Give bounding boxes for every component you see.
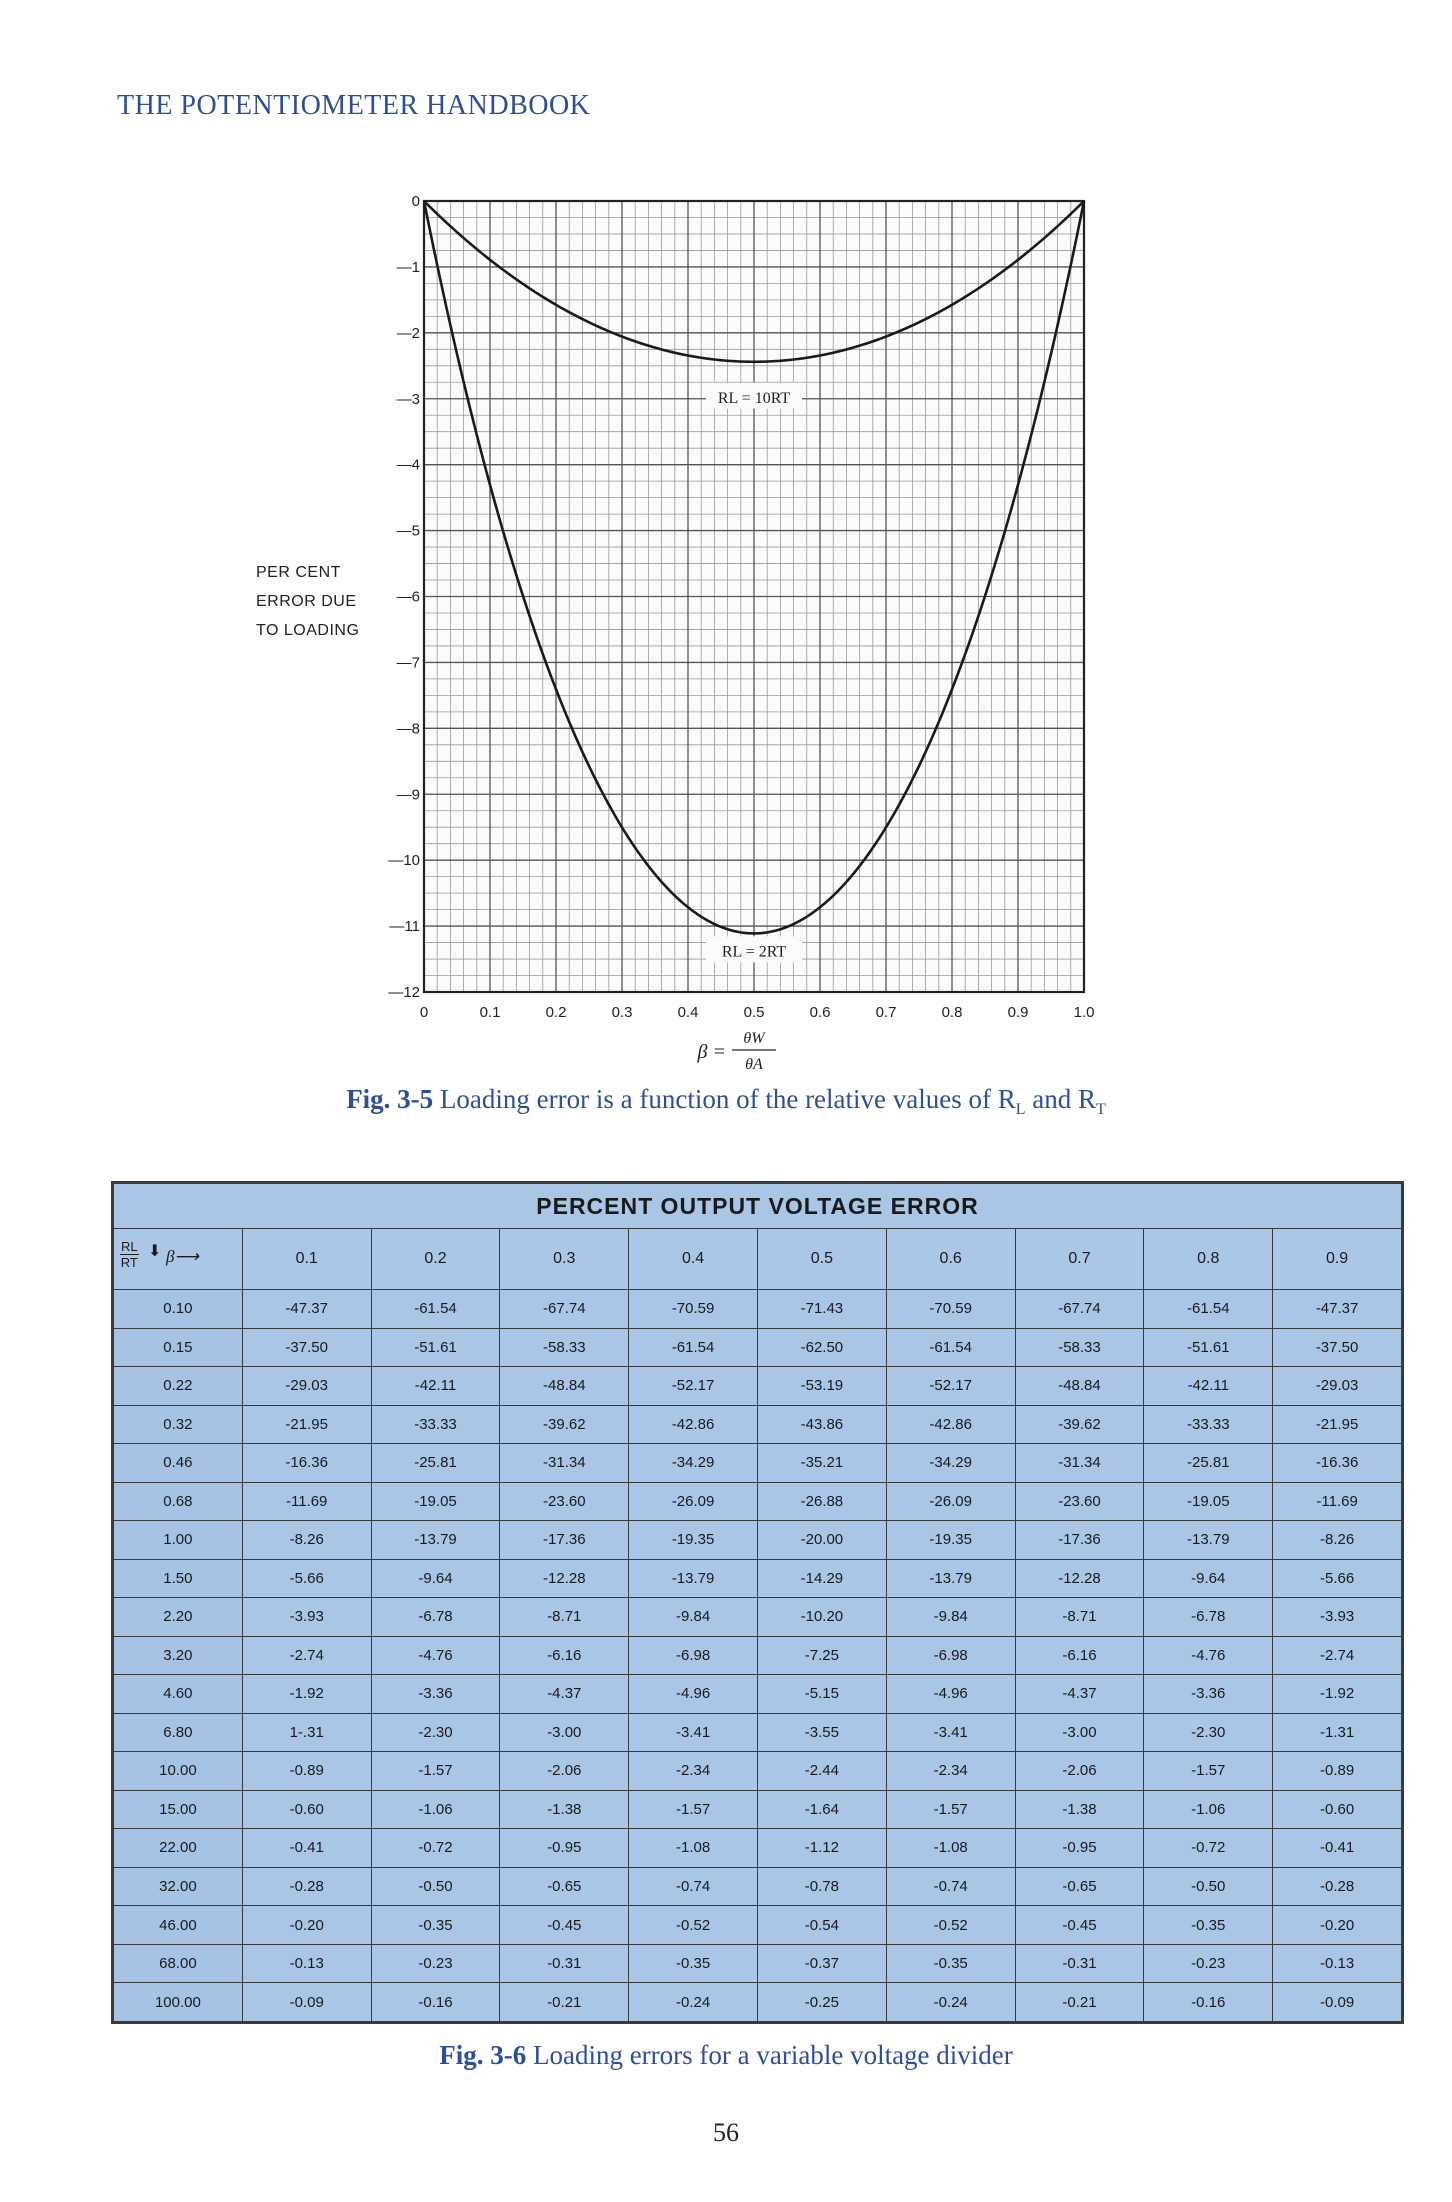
table-cell: -4.96	[886, 1675, 1015, 1714]
table-cell: -52.17	[886, 1367, 1015, 1406]
table-cell: -67.74	[500, 1290, 629, 1329]
table-cell: -0.31	[1015, 1944, 1144, 1983]
table-cell: -19.05	[371, 1482, 500, 1521]
page-number: 56	[713, 2118, 739, 2147]
row-label-ratio: 0.22	[114, 1367, 243, 1406]
table-cell: -6.78	[371, 1598, 500, 1637]
caption-text: Loading errors for a variable voltage divider	[532, 2040, 1013, 2070]
table-cell: -0.89	[1273, 1752, 1402, 1791]
table-cell: -6.16	[500, 1636, 629, 1675]
loading-error-chart	[220, 175, 1220, 1095]
table-cell: -0.41	[242, 1829, 371, 1868]
table-cell: -42.86	[886, 1405, 1015, 1444]
y-tick-label: —3	[396, 390, 420, 408]
table-cell: -5.66	[242, 1559, 371, 1598]
column-header-beta: 0.2	[371, 1229, 500, 1290]
error-table-frame	[111, 1181, 1404, 2024]
table-cell: -2.30	[1144, 1713, 1273, 1752]
table-cell: -29.03	[1273, 1367, 1402, 1406]
table-cell: -37.50	[1273, 1328, 1402, 1367]
table-cell: -58.33	[1015, 1328, 1144, 1367]
column-header-beta: 0.9	[1273, 1229, 1402, 1290]
y-tick-label: —1	[396, 258, 420, 276]
table-cell: -0.52	[629, 1906, 758, 1945]
x-tick-label: 0.4	[677, 1004, 699, 1021]
table-cell: -3.00	[1015, 1713, 1144, 1752]
table-cell: -26.88	[757, 1482, 886, 1521]
y-tick-label: —9	[396, 786, 420, 804]
table-cell: -2.74	[1273, 1636, 1402, 1675]
table-cell: -42.11	[371, 1367, 500, 1406]
table-cell: -3.93	[1273, 1598, 1402, 1637]
table-cell: -6.98	[629, 1636, 758, 1675]
x-axis-label-denominator: θA	[745, 1056, 763, 1073]
table-cell: -1.64	[757, 1790, 886, 1829]
table-cell: -0.37	[757, 1944, 886, 1983]
row-label-ratio: 6.80	[114, 1713, 243, 1752]
table-row	[114, 1829, 1402, 1868]
table-cell: -48.84	[500, 1367, 629, 1406]
y-tick-label: —8	[396, 720, 420, 738]
corner-numerator: RL	[121, 1239, 138, 1254]
table-cell: -0.09	[242, 1983, 371, 2022]
table-cell: -62.50	[757, 1328, 886, 1367]
row-label-ratio: 46.00	[114, 1906, 243, 1945]
table-cell: -4.37	[1015, 1675, 1144, 1714]
table-cell: -39.62	[1015, 1405, 1144, 1444]
row-label-ratio: 0.10	[114, 1290, 243, 1329]
table-cell: -0.60	[242, 1790, 371, 1829]
table-cell: -34.29	[629, 1444, 758, 1483]
row-label-ratio: 3.20	[114, 1636, 243, 1675]
table-row	[114, 1752, 1402, 1791]
table-cell: -0.95	[500, 1829, 629, 1868]
table-cell: -2.30	[371, 1713, 500, 1752]
table-cell: -12.28	[500, 1559, 629, 1598]
caption-text-mid: and R	[1025, 1084, 1097, 1114]
table-cell: -6.16	[1015, 1636, 1144, 1675]
table-cell: -61.54	[371, 1290, 500, 1329]
row-label-ratio: 4.60	[114, 1675, 243, 1714]
figure-3-6-caption	[0, 2040, 1452, 2071]
table-cell: -0.21	[1015, 1983, 1144, 2022]
table-cell: -8.71	[1015, 1598, 1144, 1637]
table-cell: -0.72	[1144, 1829, 1273, 1868]
table-cell: -0.52	[886, 1906, 1015, 1945]
table-cell: -70.59	[629, 1290, 758, 1329]
table-cell: -35.21	[757, 1444, 886, 1483]
table-cell: -1.57	[629, 1790, 758, 1829]
table-cell: -0.50	[1144, 1867, 1273, 1906]
table-cell: -20.00	[757, 1521, 886, 1560]
table-cell: -0.45	[1015, 1906, 1144, 1945]
table-corner-header	[114, 1229, 243, 1290]
table-cell: -52.17	[629, 1367, 758, 1406]
table-row	[114, 1444, 1402, 1483]
table-cell: -12.28	[1015, 1559, 1144, 1598]
row-label-ratio: 1.50	[114, 1559, 243, 1598]
table-cell: -0.09	[1273, 1983, 1402, 2022]
table-cell: -0.78	[757, 1867, 886, 1906]
table-cell: -19.05	[1144, 1482, 1273, 1521]
column-header-beta: 0.4	[629, 1229, 758, 1290]
figure-number: Fig. 3-5	[346, 1084, 434, 1114]
table-cell: -26.09	[629, 1482, 758, 1521]
table-cell: -4.76	[1144, 1636, 1273, 1675]
table-cell: -0.13	[1273, 1944, 1402, 1983]
row-label-ratio: 0.32	[114, 1405, 243, 1444]
y-axis-label-line: ERROR DUE	[256, 593, 357, 610]
table-cell: -21.95	[242, 1405, 371, 1444]
table-cell: -13.79	[886, 1559, 1015, 1598]
table-cell: -5.15	[757, 1675, 886, 1714]
table-cell: -3.36	[1144, 1675, 1273, 1714]
table-cell: -1.92	[242, 1675, 371, 1714]
table-cell: -14.29	[757, 1559, 886, 1598]
rl-over-rt-label	[120, 1239, 139, 1270]
column-header-beta: 0.8	[1144, 1229, 1273, 1290]
table-cell: -0.20	[242, 1906, 371, 1945]
y-tick-label: —11	[389, 918, 420, 936]
table-cell: -2.44	[757, 1752, 886, 1791]
table-cell: -26.09	[886, 1482, 1015, 1521]
table-cell: -61.54	[629, 1328, 758, 1367]
y-tick-label: 0	[411, 193, 420, 210]
table-cell: -1.31	[1273, 1713, 1402, 1752]
table-cell: -5.66	[1273, 1559, 1402, 1598]
row-label-ratio: 0.15	[114, 1328, 243, 1367]
table-cell: -1.38	[500, 1790, 629, 1829]
table-cell: -31.34	[1015, 1444, 1144, 1483]
table-cell: -0.23	[1144, 1944, 1273, 1983]
row-label-ratio: 22.00	[114, 1829, 243, 1868]
table-cell: -51.61	[1144, 1328, 1273, 1367]
caption-text: Loading error is a function of the relative values of R	[439, 1084, 1016, 1114]
figure-number: Fig. 3-6	[439, 2040, 527, 2070]
table-cell: -1.57	[886, 1790, 1015, 1829]
table-cell: -0.20	[1273, 1906, 1402, 1945]
table-cell: -2.74	[242, 1636, 371, 1675]
y-tick-label: —10	[388, 852, 420, 870]
table-cell: -0.23	[371, 1944, 500, 1983]
table-cell: -33.33	[371, 1405, 500, 1444]
table-cell: -17.36	[1015, 1521, 1144, 1560]
x-axis-label-numerator: θW	[743, 1030, 765, 1047]
y-tick-label: —5	[396, 522, 420, 540]
table-cell: -2.06	[1015, 1752, 1144, 1791]
table-cell: -0.74	[886, 1867, 1015, 1906]
table-cell: -0.45	[500, 1906, 629, 1945]
table-cell: -9.64	[371, 1559, 500, 1598]
table-cell: -1.06	[371, 1790, 500, 1829]
caption-subscript-t: T	[1096, 1101, 1106, 1118]
table-cell: -2.34	[886, 1752, 1015, 1791]
table-row	[114, 1367, 1402, 1406]
x-tick-label: 0.5	[743, 1004, 765, 1021]
table-cell: -17.36	[500, 1521, 629, 1560]
corner-denominator: RT	[120, 1255, 138, 1270]
table-cell: -42.11	[1144, 1367, 1273, 1406]
table-cell: -4.37	[500, 1675, 629, 1714]
table-cell: -61.54	[1144, 1290, 1273, 1329]
table-cell: -3.41	[629, 1713, 758, 1752]
table-cell: -25.81	[1144, 1444, 1273, 1483]
table-row	[114, 1290, 1402, 1329]
table-cell: 1-.31	[242, 1713, 371, 1752]
table-title: PERCENT OUTPUT VOLTAGE ERROR	[114, 1184, 1402, 1229]
table-cell: -0.35	[886, 1944, 1015, 1983]
table-row	[114, 1867, 1402, 1906]
table-cell: -21.95	[1273, 1405, 1402, 1444]
caption-subscript-l: L	[1015, 1101, 1026, 1118]
table-row	[114, 1636, 1402, 1675]
table-cell: -13.79	[1144, 1521, 1273, 1560]
table-cell: -3.93	[242, 1598, 371, 1637]
table-cell: -67.74	[1015, 1290, 1144, 1329]
row-label-ratio: 0.68	[114, 1482, 243, 1521]
x-tick-label: 0.7	[875, 1004, 897, 1021]
table-row	[114, 1713, 1402, 1752]
table-cell: -7.25	[757, 1636, 886, 1675]
table-cell: -25.81	[371, 1444, 500, 1483]
row-label-ratio: 15.00	[114, 1790, 243, 1829]
table-cell: -1.92	[1273, 1675, 1402, 1714]
table-row	[114, 1482, 1402, 1521]
column-header-beta: 0.5	[757, 1229, 886, 1290]
table-cell: -0.65	[500, 1867, 629, 1906]
table-cell: -51.61	[371, 1328, 500, 1367]
table-row	[114, 1983, 1402, 2022]
table-cell: -0.65	[1015, 1867, 1144, 1906]
table-cell: -16.36	[242, 1444, 371, 1483]
table-row	[114, 1405, 1402, 1444]
table-cell: -13.79	[629, 1559, 758, 1598]
table-cell: -9.64	[1144, 1559, 1273, 1598]
table-cell: -0.25	[757, 1983, 886, 2022]
column-header-beta: 0.6	[886, 1229, 1015, 1290]
x-tick-label: 0.9	[1007, 1004, 1029, 1021]
row-label-ratio: 0.46	[114, 1444, 243, 1483]
table-cell: -61.54	[886, 1328, 1015, 1367]
table-cell: -11.69	[1273, 1482, 1402, 1521]
table-cell: -48.84	[1015, 1367, 1144, 1406]
table-row	[114, 1790, 1402, 1829]
table-cell: -33.33	[1144, 1405, 1273, 1444]
table-cell: -1.57	[371, 1752, 500, 1791]
table-cell: -37.50	[242, 1328, 371, 1367]
x-tick-label: 0.2	[545, 1004, 567, 1021]
table-cell: -4.76	[371, 1636, 500, 1675]
table-cell: -0.16	[1144, 1983, 1273, 2022]
y-tick-label: —7	[396, 654, 420, 672]
table-cell: -4.96	[629, 1675, 758, 1714]
y-axis-label-line: TO LOADING	[256, 622, 360, 639]
table-cell: -1.08	[886, 1829, 1015, 1868]
table-cell: -19.35	[886, 1521, 1015, 1560]
row-label-ratio: 10.00	[114, 1752, 243, 1791]
table-cell: -10.20	[757, 1598, 886, 1637]
column-header-beta: 0.1	[242, 1229, 371, 1290]
table-row	[114, 1906, 1402, 1945]
table-cell: -1.08	[629, 1829, 758, 1868]
table-cell: -0.60	[1273, 1790, 1402, 1829]
table-cell: -8.71	[500, 1598, 629, 1637]
table-row	[114, 1559, 1402, 1598]
beta-arrow-label: β⟶	[166, 1247, 199, 1266]
table-row	[114, 1944, 1402, 1983]
table-cell: -70.59	[886, 1290, 1015, 1329]
y-axis-label-line: PER CENT	[256, 564, 341, 581]
table-cell: -1.38	[1015, 1790, 1144, 1829]
table-cell: -0.72	[371, 1829, 500, 1868]
table-cell: -2.34	[629, 1752, 758, 1791]
row-label-ratio: 2.20	[114, 1598, 243, 1637]
table-cell: -0.24	[629, 1983, 758, 2022]
table-cell: -0.74	[629, 1867, 758, 1906]
table-cell: -0.41	[1273, 1829, 1402, 1868]
table-cell: -0.35	[629, 1944, 758, 1983]
x-axis-label-beta: β =	[697, 1041, 726, 1063]
x-tick-label: 0.1	[479, 1004, 501, 1021]
table-cell: -8.26	[1273, 1521, 1402, 1560]
y-tick-label: —6	[396, 588, 420, 606]
table-cell: -23.60	[500, 1482, 629, 1521]
table-cell: -1.06	[1144, 1790, 1273, 1829]
table-cell: -53.19	[757, 1367, 886, 1406]
table-cell: -13.79	[371, 1521, 500, 1560]
down-arrow-icon: ⬇	[148, 1243, 162, 1260]
table-cell: -3.36	[371, 1675, 500, 1714]
table-cell: -31.34	[500, 1444, 629, 1483]
row-label-ratio: 32.00	[114, 1867, 243, 1906]
y-tick-label: —4	[396, 456, 420, 474]
table-cell: -0.28	[1273, 1867, 1402, 1906]
table-cell: -23.60	[1015, 1482, 1144, 1521]
table-row	[114, 1675, 1402, 1714]
column-header-beta: 0.7	[1015, 1229, 1144, 1290]
table-cell: -8.26	[242, 1521, 371, 1560]
row-label-ratio: 68.00	[114, 1944, 243, 1983]
table-cell: -0.24	[886, 1983, 1015, 2022]
table-cell: -16.36	[1273, 1444, 1402, 1483]
table-row	[114, 1328, 1402, 1367]
row-label-ratio: 1.00	[114, 1521, 243, 1560]
column-header-beta: 0.3	[500, 1229, 629, 1290]
x-tick-label: 0.3	[611, 1004, 633, 1021]
table-cell: -9.84	[886, 1598, 1015, 1637]
x-tick-label: 0.6	[809, 1004, 831, 1021]
table-cell: -0.54	[757, 1906, 886, 1945]
table-cell: -0.50	[371, 1867, 500, 1906]
y-tick-label: —12	[388, 984, 420, 1001]
table-cell: -58.33	[500, 1328, 629, 1367]
table-cell: -1.12	[757, 1829, 886, 1868]
table-cell: -42.86	[629, 1405, 758, 1444]
series-label-rl-2rt: RL = 2RT	[721, 943, 787, 961]
table-cell: -19.35	[629, 1521, 758, 1560]
series-label-rl-10rt: RL = 10RT	[717, 389, 791, 407]
error-table	[113, 1183, 1402, 2022]
table-cell: -0.28	[242, 1867, 371, 1906]
x-tick-label: 1.0	[1073, 1004, 1095, 1021]
x-tick-label: 0.8	[941, 1004, 963, 1021]
y-tick-label: —2	[396, 324, 420, 342]
table-row	[114, 1521, 1402, 1560]
table-cell: -34.29	[886, 1444, 1015, 1483]
table-cell: -0.95	[1015, 1829, 1144, 1868]
table-cell: -43.86	[757, 1405, 886, 1444]
row-label-ratio: 100.00	[114, 1983, 243, 2022]
table-cell: -0.21	[500, 1983, 629, 2022]
table-row	[114, 1598, 1402, 1637]
table-cell: -3.55	[757, 1713, 886, 1752]
table-cell: -0.13	[242, 1944, 371, 1983]
table-cell: -0.89	[242, 1752, 371, 1791]
table-cell: -6.98	[886, 1636, 1015, 1675]
table-cell: -29.03	[242, 1367, 371, 1406]
table-cell: -0.35	[1144, 1906, 1273, 1945]
running-head: THE POTENTIOMETER HANDBOOK	[117, 90, 591, 121]
table-cell: -39.62	[500, 1405, 629, 1444]
figure-3-5-caption	[0, 1084, 1452, 1118]
table-cell: -71.43	[757, 1290, 886, 1329]
table-cell: -47.37	[1273, 1290, 1402, 1329]
table-cell: -0.35	[371, 1906, 500, 1945]
table-cell: -6.78	[1144, 1598, 1273, 1637]
table-cell: -3.41	[886, 1713, 1015, 1752]
table-cell: -2.06	[500, 1752, 629, 1791]
table-cell: -0.16	[371, 1983, 500, 2022]
table-cell: -47.37	[242, 1290, 371, 1329]
table-cell: -9.84	[629, 1598, 758, 1637]
table-cell: -11.69	[242, 1482, 371, 1521]
table-cell: -0.31	[500, 1944, 629, 1983]
x-tick-label: 0	[419, 1004, 429, 1021]
table-cell: -3.00	[500, 1713, 629, 1752]
table-cell: -1.57	[1144, 1752, 1273, 1791]
